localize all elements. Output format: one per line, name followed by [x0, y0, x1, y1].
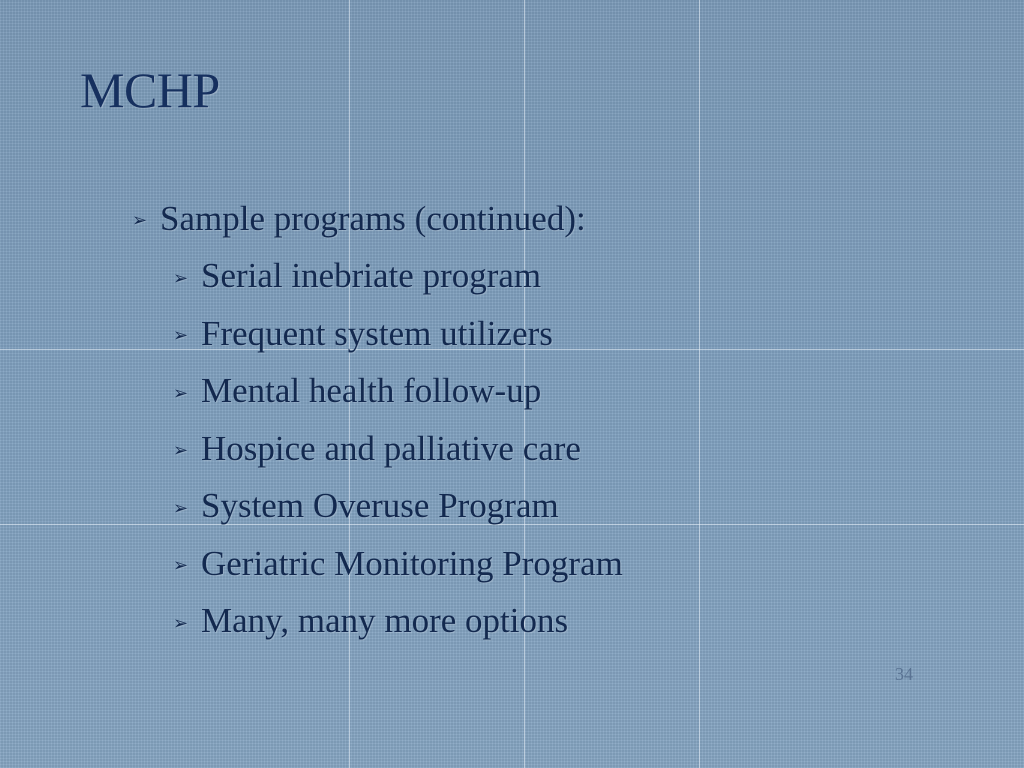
- sub-bullet-item: [132, 535, 952, 593]
- arrow-bullet-icon: ➢: [173, 440, 189, 461]
- sub-bullet-item: [132, 420, 952, 478]
- bullet-list: [132, 190, 952, 650]
- arrow-bullet-icon: ➢: [132, 210, 148, 231]
- bullet-text: Serial inebriate program: [201, 256, 542, 296]
- bullet-item: [132, 190, 952, 248]
- bullet-text: Many, many more options: [201, 601, 569, 641]
- sub-bullet-item: [132, 593, 952, 651]
- bullet-text: Mental health follow-up: [201, 371, 542, 411]
- bullet-text: Hospice and palliative care: [201, 428, 581, 468]
- arrow-bullet-icon: ➢: [173, 612, 189, 633]
- arrow-bullet-icon: ➢: [173, 267, 189, 288]
- arrow-bullet-icon: ➢: [173, 382, 189, 403]
- bullet-text: Geriatric Monitoring Program: [201, 543, 623, 583]
- sub-bullet-item: [132, 305, 952, 363]
- arrow-bullet-icon: ➢: [173, 325, 189, 346]
- page-number: 34: [895, 664, 913, 684]
- arrow-bullet-icon: ➢: [173, 555, 189, 576]
- bullet-text: System Overuse Program: [201, 486, 559, 526]
- sub-bullet-item: [132, 363, 952, 421]
- sub-bullet-item: [132, 478, 952, 536]
- arrow-bullet-icon: ➢: [173, 497, 189, 518]
- sub-bullet-item: [132, 248, 952, 306]
- slide-title: MCHP: [80, 62, 220, 118]
- bullet-text: Sample programs (continued):: [160, 198, 586, 238]
- bullet-text: Frequent system utilizers: [201, 313, 553, 353]
